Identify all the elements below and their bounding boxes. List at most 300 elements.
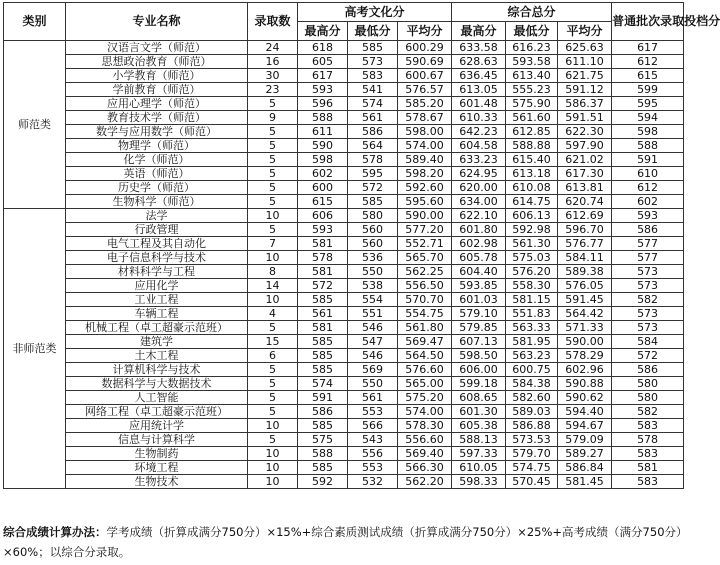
- composite-max-cell: 607.13: [452, 335, 506, 349]
- composite-avg-cell: 589.27: [558, 447, 612, 461]
- gaokao-max-cell: 561: [298, 307, 348, 321]
- pass-line-cell: 577: [612, 251, 684, 265]
- gaokao-min-cell: 546: [348, 349, 398, 363]
- gaokao-avg-cell: 600.67: [398, 69, 452, 83]
- enrolled-cell: 6: [248, 349, 298, 363]
- composite-min-cell: 584.38: [506, 377, 558, 391]
- composite-min-cell: 613.40: [506, 69, 558, 83]
- gaokao-max-cell: 574: [298, 377, 348, 391]
- gaokao-avg-cell: 600.29: [398, 41, 452, 55]
- gaokao-max-cell: 598: [298, 153, 348, 167]
- gaokao-avg-cell: 575.20: [398, 391, 452, 405]
- composite-max-cell: 605.38: [452, 419, 506, 433]
- composite-avg-cell: 594.67: [558, 419, 612, 433]
- gaokao-max-cell: 585: [298, 349, 348, 363]
- major-cell: 电子信息科学与技术: [66, 251, 248, 265]
- composite-avg-cell: 602.96: [558, 363, 612, 377]
- composite-min-cell: 563.33: [506, 321, 558, 335]
- gaokao-avg-cell: 578.67: [398, 111, 452, 125]
- composite-avg-cell: 621.02: [558, 153, 612, 167]
- major-cell: 教育技术学（师范）: [66, 111, 248, 125]
- gaokao-avg-cell: 590.69: [398, 55, 452, 69]
- pass-line-cell: 593: [612, 209, 684, 223]
- pass-line-cell: 573: [612, 265, 684, 279]
- major-cell: 思想政治教育（师范）: [66, 55, 248, 69]
- major-cell: 应用统计学: [66, 419, 248, 433]
- table-body: [4, 41, 684, 489]
- composite-max-cell: 624.95: [452, 167, 506, 181]
- composite-max-cell: 606.00: [452, 363, 506, 377]
- gaokao-max-cell: 588: [298, 111, 348, 125]
- composite-avg-cell: 564.42: [558, 307, 612, 321]
- gaokao-min-cell: 569: [348, 363, 398, 377]
- table-row: [4, 475, 684, 489]
- gaokao-max-cell: 618: [298, 41, 348, 55]
- gaokao-min-cell: 553: [348, 461, 398, 475]
- composite-avg-cell: 625.63: [558, 41, 612, 55]
- header-gaokao-min: 最低分: [348, 22, 398, 41]
- gaokao-max-cell: 585: [298, 419, 348, 433]
- table-row: [4, 363, 684, 377]
- composite-max-cell: 601.80: [452, 223, 506, 237]
- header-gaokao: 高考文化分: [298, 3, 452, 22]
- gaokao-avg-cell: 578.30: [398, 419, 452, 433]
- table-row: [4, 447, 684, 461]
- composite-avg-cell: 590.62: [558, 391, 612, 405]
- composite-avg-cell: 611.10: [558, 55, 612, 69]
- table-row: [4, 377, 684, 391]
- gaokao-max-cell: 581: [298, 321, 348, 335]
- enrolled-cell: 15: [248, 335, 298, 349]
- gaokao-avg-cell: 562.20: [398, 475, 452, 489]
- enrolled-cell: 5: [248, 321, 298, 335]
- gaokao-min-cell: 560: [348, 223, 398, 237]
- major-cell: 车辆工程: [66, 307, 248, 321]
- enrolled-cell: 14: [248, 279, 298, 293]
- table-row: [4, 97, 684, 111]
- enrolled-cell: 23: [248, 83, 298, 97]
- gaokao-avg-cell: 576.57: [398, 83, 452, 97]
- major-cell: 生物制药: [66, 447, 248, 461]
- composite-max-cell: 598.50: [452, 349, 506, 363]
- composite-min-cell: 551.83: [506, 307, 558, 321]
- pass-line-cell: 615: [612, 69, 684, 83]
- gaokao-max-cell: 585: [298, 363, 348, 377]
- composite-avg-cell: 586.37: [558, 97, 612, 111]
- composite-min-cell: 573.53: [506, 433, 558, 447]
- table-row: [4, 419, 684, 433]
- table-row: [4, 251, 684, 265]
- gaokao-min-cell: 547: [348, 335, 398, 349]
- gaokao-min-cell: 536: [348, 251, 398, 265]
- composite-avg-cell: 590.00: [558, 335, 612, 349]
- composite-max-cell: 588.13: [452, 433, 506, 447]
- composite-max-cell: 633.23: [452, 153, 506, 167]
- table-row: [4, 293, 684, 307]
- pass-line-cell: 586: [612, 223, 684, 237]
- gaokao-avg-cell: 576.60: [398, 363, 452, 377]
- pass-line-cell: 573: [612, 279, 684, 293]
- composite-avg-cell: 617.30: [558, 167, 612, 181]
- composite-max-cell: 610.05: [452, 461, 506, 475]
- enrolled-cell: 10: [248, 461, 298, 475]
- pass-line-cell: 572: [612, 349, 684, 363]
- composite-max-cell: 622.10: [452, 209, 506, 223]
- calculation-note: [3, 522, 683, 562]
- composite-max-cell: 602.98: [452, 237, 506, 251]
- composite-min-cell: 606.13: [506, 209, 558, 223]
- composite-avg-cell: 622.30: [558, 125, 612, 139]
- gaokao-max-cell: 590: [298, 139, 348, 153]
- gaokao-avg-cell: 554.75: [398, 307, 452, 321]
- major-cell: 网络工程（卓工超豪示范班）: [66, 405, 248, 419]
- note-label: 综合成绩计算办法：: [3, 525, 107, 539]
- table-row: [4, 181, 684, 195]
- gaokao-min-cell: 574: [348, 97, 398, 111]
- gaokao-avg-cell: 589.40: [398, 153, 452, 167]
- enrolled-cell: 10: [248, 447, 298, 461]
- pass-line-cell: 599: [612, 83, 684, 97]
- table-row: [4, 41, 684, 55]
- gaokao-min-cell: 585: [348, 41, 398, 55]
- admission-score-table-container: [3, 2, 720, 489]
- enrolled-cell: 5: [248, 363, 298, 377]
- admission-score-table: [3, 2, 720, 489]
- enrolled-cell: 24: [248, 41, 298, 55]
- pass-line-cell: 602: [612, 195, 684, 209]
- gaokao-avg-cell: 556.60: [398, 433, 452, 447]
- pass-line-cell: 583: [612, 475, 684, 489]
- enrolled-cell: 5: [248, 433, 298, 447]
- gaokao-min-cell: 550: [348, 377, 398, 391]
- composite-avg-cell: 591.12: [558, 83, 612, 97]
- header-major: 专业名称: [66, 3, 248, 41]
- composite-avg-cell: 596.70: [558, 223, 612, 237]
- table-row: [4, 111, 684, 125]
- gaokao-avg-cell: 598.20: [398, 167, 452, 181]
- gaokao-max-cell: 578: [298, 251, 348, 265]
- gaokao-max-cell: 588: [298, 447, 348, 461]
- enrolled-cell: 5: [248, 167, 298, 181]
- composite-max-cell: 579.85: [452, 321, 506, 335]
- major-cell: 数据科学与大数据技术: [66, 377, 248, 391]
- pass-line-cell: 577: [612, 237, 684, 251]
- gaokao-max-cell: 605: [298, 55, 348, 69]
- gaokao-avg-cell: 564.50: [398, 349, 452, 363]
- gaokao-max-cell: 572: [298, 279, 348, 293]
- composite-min-cell: 561.60: [506, 111, 558, 125]
- gaokao-avg-cell: 566.30: [398, 461, 452, 475]
- gaokao-avg-cell: 574.00: [398, 405, 452, 419]
- table-row: [4, 153, 684, 167]
- gaokao-min-cell: 554: [348, 293, 398, 307]
- gaokao-min-cell: 561: [348, 111, 398, 125]
- gaokao-min-cell: 573: [348, 55, 398, 69]
- enrolled-cell: 5: [248, 153, 298, 167]
- pass-line-cell: 580: [612, 391, 684, 405]
- enrolled-cell: 10: [248, 475, 298, 489]
- composite-max-cell: 598.33: [452, 475, 506, 489]
- gaokao-avg-cell: 565.00: [398, 377, 452, 391]
- table-row: [4, 335, 684, 349]
- major-cell: 计算机科学与技术: [66, 363, 248, 377]
- major-cell: 小学教育（师范）: [66, 69, 248, 83]
- table-row: [4, 69, 684, 83]
- table-row: [4, 433, 684, 447]
- composite-avg-cell: 597.90: [558, 139, 612, 153]
- composite-avg-cell: 612.69: [558, 209, 612, 223]
- gaokao-max-cell: 602: [298, 167, 348, 181]
- composite-min-cell: 588.88: [506, 139, 558, 153]
- pass-line-cell: 584: [612, 335, 684, 349]
- table-row: [4, 209, 684, 223]
- major-cell: 生物技术: [66, 475, 248, 489]
- composite-min-cell: 558.30: [506, 279, 558, 293]
- enrolled-cell: 10: [248, 209, 298, 223]
- gaokao-min-cell: 556: [348, 447, 398, 461]
- gaokao-avg-cell: 574.00: [398, 139, 452, 153]
- gaokao-avg-cell: 561.80: [398, 321, 452, 335]
- composite-avg-cell: 579.09: [558, 433, 612, 447]
- composite-min-cell: 612.85: [506, 125, 558, 139]
- gaokao-min-cell: 541: [348, 83, 398, 97]
- composite-avg-cell: 576.05: [558, 279, 612, 293]
- pass-line-cell: 594: [612, 111, 684, 125]
- table-row: [4, 237, 684, 251]
- composite-avg-cell: 576.77: [558, 237, 612, 251]
- composite-avg-cell: 591.45: [558, 293, 612, 307]
- gaokao-min-cell: 583: [348, 69, 398, 83]
- composite-max-cell: 620.00: [452, 181, 506, 195]
- enrolled-cell: 5: [248, 125, 298, 139]
- header-composite-min: 最低分: [506, 22, 558, 41]
- gaokao-max-cell: 600: [298, 181, 348, 195]
- table-row: [4, 391, 684, 405]
- composite-max-cell: 601.30: [452, 405, 506, 419]
- composite-min-cell: 575.90: [506, 97, 558, 111]
- composite-max-cell: 613.05: [452, 83, 506, 97]
- composite-max-cell: 579.10: [452, 307, 506, 321]
- composite-avg-cell: 589.38: [558, 265, 612, 279]
- header-pass-line: 普通批次录取投档分: [612, 3, 684, 41]
- header-gaokao-max: 最高分: [298, 22, 348, 41]
- composite-min-cell: 600.75: [506, 363, 558, 377]
- gaokao-max-cell: 593: [298, 223, 348, 237]
- composite-min-cell: 586.88: [506, 419, 558, 433]
- gaokao-max-cell: 586: [298, 405, 348, 419]
- gaokao-avg-cell: 570.70: [398, 293, 452, 307]
- composite-avg-cell: 584.11: [558, 251, 612, 265]
- enrolled-cell: 10: [248, 251, 298, 265]
- enrolled-cell: 9: [248, 111, 298, 125]
- gaokao-max-cell: 581: [298, 265, 348, 279]
- major-cell: 材料科学与工程: [66, 265, 248, 279]
- major-cell: 电气工程及其自动化: [66, 237, 248, 251]
- composite-min-cell: 616.23: [506, 41, 558, 55]
- composite-max-cell: 610.33: [452, 111, 506, 125]
- header-gaokao-avg: 平均分: [398, 22, 452, 41]
- composite-min-cell: 581.15: [506, 293, 558, 307]
- enrolled-cell: 5: [248, 139, 298, 153]
- composite-min-cell: 574.75: [506, 461, 558, 475]
- pass-line-cell: 582: [612, 405, 684, 419]
- gaokao-min-cell: 564: [348, 139, 398, 153]
- pass-line-cell: 591: [612, 153, 684, 167]
- major-cell: 建筑学: [66, 335, 248, 349]
- enrolled-cell: 5: [248, 97, 298, 111]
- major-cell: 英语（师范）: [66, 167, 248, 181]
- gaokao-min-cell: 585: [348, 195, 398, 209]
- pass-line-cell: 578: [612, 433, 684, 447]
- gaokao-min-cell: 560: [348, 237, 398, 251]
- composite-avg-cell: 590.88: [558, 377, 612, 391]
- enrolled-cell: 4: [248, 307, 298, 321]
- composite-min-cell: 555.23: [506, 83, 558, 97]
- composite-max-cell: 601.48: [452, 97, 506, 111]
- gaokao-max-cell: 611: [298, 125, 348, 139]
- major-cell: 汉语言文学（师范）: [66, 41, 248, 55]
- gaokao-avg-cell: 552.71: [398, 237, 452, 251]
- gaokao-min-cell: 543: [348, 433, 398, 447]
- gaokao-min-cell: 551: [348, 307, 398, 321]
- gaokao-avg-cell: 585.20: [398, 97, 452, 111]
- gaokao-avg-cell: 569.47: [398, 335, 452, 349]
- major-cell: 法学: [66, 209, 248, 223]
- gaokao-max-cell: 593: [298, 83, 348, 97]
- composite-avg-cell: 594.40: [558, 405, 612, 419]
- gaokao-avg-cell: 569.40: [398, 447, 452, 461]
- gaokao-max-cell: 581: [298, 237, 348, 251]
- gaokao-min-cell: 580: [348, 209, 398, 223]
- composite-min-cell: 570.45: [506, 475, 558, 489]
- major-cell: 土木工程: [66, 349, 248, 363]
- gaokao-avg-cell: 595.60: [398, 195, 452, 209]
- major-cell: 化学（师范）: [66, 153, 248, 167]
- table-row: [4, 125, 684, 139]
- gaokao-avg-cell: 592.60: [398, 181, 452, 195]
- enrolled-cell: 5: [248, 195, 298, 209]
- composite-min-cell: 615.40: [506, 153, 558, 167]
- table-row: [4, 195, 684, 209]
- enrolled-cell: 10: [248, 293, 298, 307]
- composite-max-cell: 634.00: [452, 195, 506, 209]
- gaokao-max-cell: 592: [298, 475, 348, 489]
- major-cell: 工业工程: [66, 293, 248, 307]
- enrolled-cell: 30: [248, 69, 298, 83]
- header-category: 类别: [4, 3, 66, 41]
- table-row: [4, 139, 684, 153]
- composite-max-cell: 608.65: [452, 391, 506, 405]
- gaokao-max-cell: 591: [298, 391, 348, 405]
- composite-min-cell: 575.03: [506, 251, 558, 265]
- gaokao-min-cell: 553: [348, 405, 398, 419]
- pass-line-cell: 581: [612, 461, 684, 475]
- major-cell: 历史学（师范）: [66, 181, 248, 195]
- gaokao-max-cell: 596: [298, 97, 348, 111]
- major-cell: 数学与应用数学（师范）: [66, 125, 248, 139]
- gaokao-min-cell: 550: [348, 265, 398, 279]
- composite-min-cell: 561.30: [506, 237, 558, 251]
- major-cell: 信息与计算科学: [66, 433, 248, 447]
- pass-line-cell: 612: [612, 55, 684, 69]
- composite-min-cell: 579.70: [506, 447, 558, 461]
- gaokao-avg-cell: 590.00: [398, 209, 452, 223]
- composite-max-cell: 599.18: [452, 377, 506, 391]
- major-cell: 应用心理学（师范）: [66, 97, 248, 111]
- table-row: [4, 349, 684, 363]
- table-row: [4, 83, 684, 97]
- composite-avg-cell: 578.29: [558, 349, 612, 363]
- gaokao-min-cell: 566: [348, 419, 398, 433]
- gaokao-max-cell: 585: [298, 461, 348, 475]
- gaokao-max-cell: 615: [298, 195, 348, 209]
- gaokao-max-cell: 585: [298, 293, 348, 307]
- composite-avg-cell: 571.33: [558, 321, 612, 335]
- table-row: [4, 279, 684, 293]
- pass-line-cell: 583: [612, 419, 684, 433]
- table-row: [4, 167, 684, 181]
- pass-line-cell: 588: [612, 139, 684, 153]
- composite-max-cell: 597.33: [452, 447, 506, 461]
- gaokao-min-cell: 538: [348, 279, 398, 293]
- major-cell: 人工智能: [66, 391, 248, 405]
- composite-avg-cell: 621.75: [558, 69, 612, 83]
- pass-line-cell: 598: [612, 125, 684, 139]
- gaokao-max-cell: 585: [298, 335, 348, 349]
- composite-min-cell: 589.03: [506, 405, 558, 419]
- major-cell: 环境工程: [66, 461, 248, 475]
- enrolled-cell: 7: [248, 237, 298, 251]
- gaokao-min-cell: 578: [348, 153, 398, 167]
- composite-max-cell: 633.58: [452, 41, 506, 55]
- composite-max-cell: 604.40: [452, 265, 506, 279]
- enrolled-cell: 5: [248, 377, 298, 391]
- composite-min-cell: 593.58: [506, 55, 558, 69]
- gaokao-max-cell: 606: [298, 209, 348, 223]
- pass-line-cell: 580: [612, 377, 684, 391]
- note-text: 学考成绩（折算成满分750分）×15%+综合素质测试成绩（折算成满分750分）×25%+高考成绩（满分750分）×60%；以综合分录取。: [3, 525, 682, 559]
- composite-min-cell: 582.60: [506, 391, 558, 405]
- category-cell: 师范类: [4, 41, 66, 209]
- composite-min-cell: 610.08: [506, 181, 558, 195]
- composite-max-cell: 593.85: [452, 279, 506, 293]
- enrolled-cell: 5: [248, 223, 298, 237]
- pass-line-cell: 573: [612, 321, 684, 335]
- composite-min-cell: 592.98: [506, 223, 558, 237]
- enrolled-cell: 8: [248, 265, 298, 279]
- pass-line-cell: 617: [612, 41, 684, 55]
- major-cell: 生物科学（师范）: [66, 195, 248, 209]
- major-cell: 机械工程（卓工超豪示范班）: [66, 321, 248, 335]
- composite-avg-cell: 613.81: [558, 181, 612, 195]
- gaokao-min-cell: 532: [348, 475, 398, 489]
- gaokao-avg-cell: 562.25: [398, 265, 452, 279]
- header-composite-max: 最高分: [452, 22, 506, 41]
- composite-min-cell: 576.20: [506, 265, 558, 279]
- enrolled-cell: 16: [248, 55, 298, 69]
- pass-line-cell: 583: [612, 447, 684, 461]
- major-cell: 行政管理: [66, 223, 248, 237]
- pass-line-cell: 573: [612, 307, 684, 321]
- composite-min-cell: 613.18: [506, 167, 558, 181]
- table-row: [4, 321, 684, 335]
- composite-avg-cell: 620.74: [558, 195, 612, 209]
- composite-avg-cell: 586.84: [558, 461, 612, 475]
- gaokao-avg-cell: 577.20: [398, 223, 452, 237]
- composite-max-cell: 628.63: [452, 55, 506, 69]
- table-row: [4, 461, 684, 475]
- table-row: [4, 405, 684, 419]
